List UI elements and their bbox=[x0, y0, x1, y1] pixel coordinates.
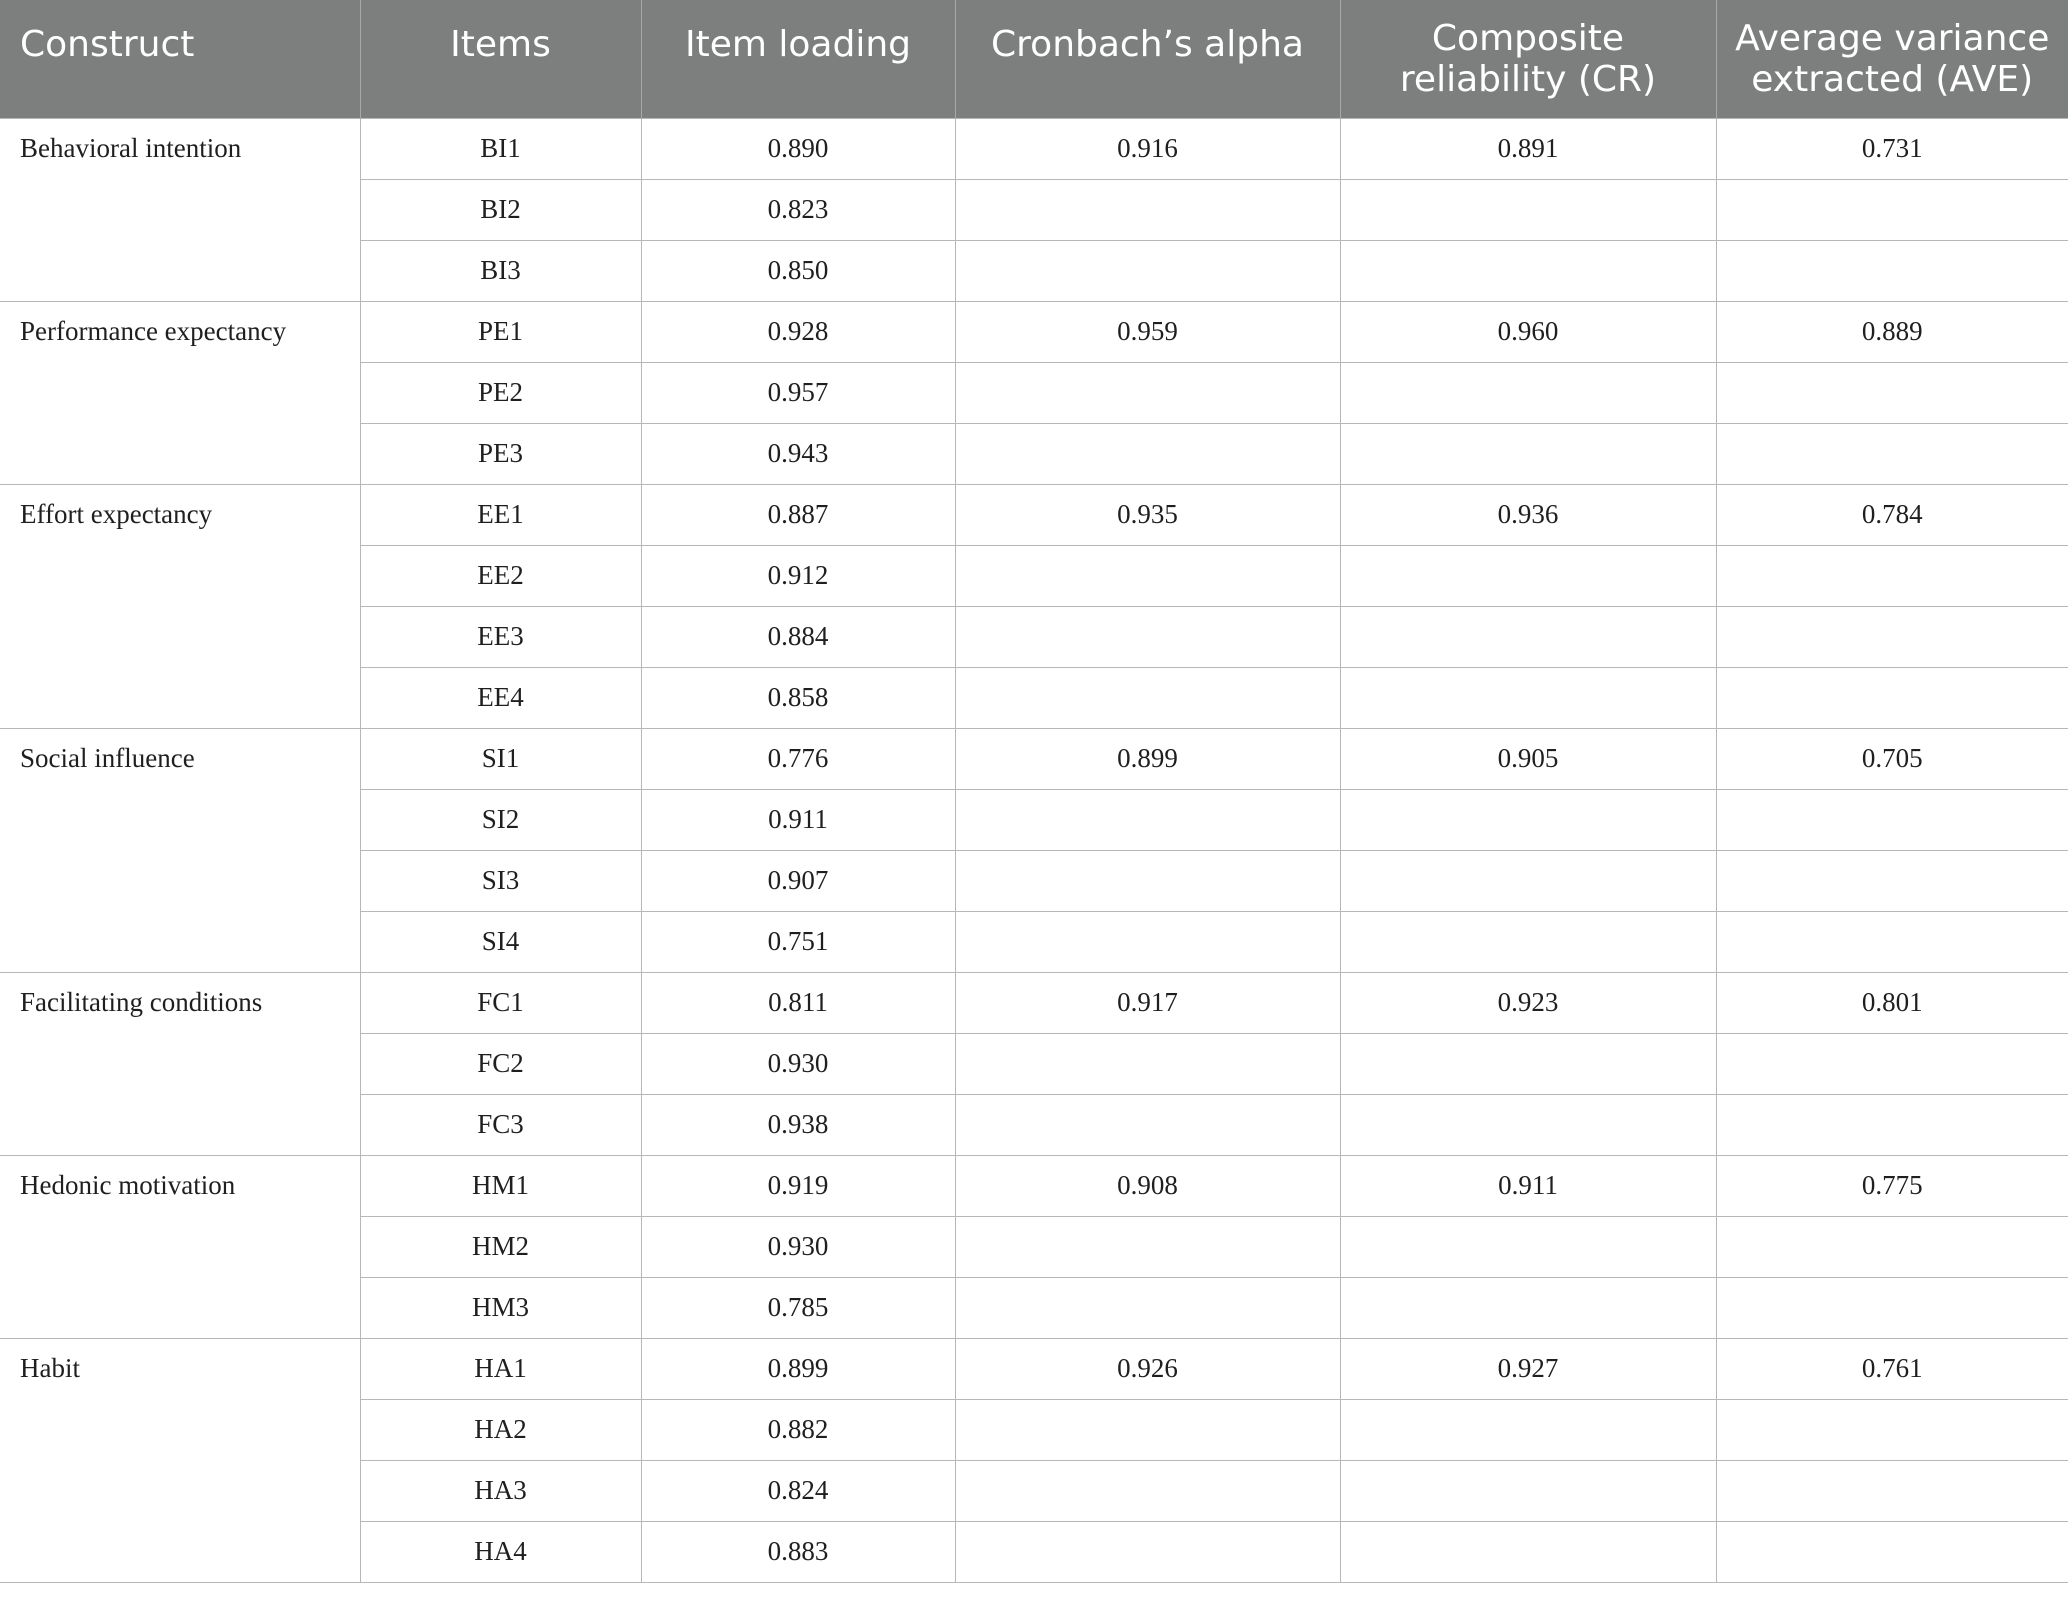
item-cell: HA4 bbox=[360, 1521, 641, 1582]
cronbach-alpha-cell: 0.935 bbox=[955, 484, 1340, 545]
composite-reliability-cell bbox=[1340, 1460, 1716, 1521]
ave-cell bbox=[1716, 1399, 2068, 1460]
item-cell: BI3 bbox=[360, 240, 641, 301]
cronbach-alpha-cell bbox=[955, 362, 1340, 423]
item-cell: HA2 bbox=[360, 1399, 641, 1460]
item-cell: FC3 bbox=[360, 1094, 641, 1155]
composite-reliability-cell bbox=[1340, 606, 1716, 667]
construct-cell: Behavioral intention bbox=[0, 118, 360, 301]
construct-cell: Performance expectancy bbox=[0, 301, 360, 484]
item-cell: PE3 bbox=[360, 423, 641, 484]
composite-reliability-cell: 0.927 bbox=[1340, 1338, 1716, 1399]
ave-cell: 0.784 bbox=[1716, 484, 2068, 545]
cronbach-alpha-cell bbox=[955, 606, 1340, 667]
cronbach-alpha-cell bbox=[955, 789, 1340, 850]
item-loading-cell: 0.930 bbox=[641, 1033, 955, 1094]
composite-reliability-cell bbox=[1340, 179, 1716, 240]
table-row bbox=[0, 301, 2068, 362]
cronbach-alpha-cell: 0.899 bbox=[955, 728, 1340, 789]
item-cell: PE2 bbox=[360, 362, 641, 423]
item-loading-cell: 0.883 bbox=[641, 1521, 955, 1582]
cronbach-alpha-cell bbox=[955, 1521, 1340, 1582]
item-cell: EE2 bbox=[360, 545, 641, 606]
item-cell: HA1 bbox=[360, 1338, 641, 1399]
ave-cell bbox=[1716, 362, 2068, 423]
composite-reliability-cell bbox=[1340, 1216, 1716, 1277]
cronbach-alpha-cell bbox=[955, 1399, 1340, 1460]
ave-cell bbox=[1716, 911, 2068, 972]
header-construct: Construct bbox=[0, 0, 360, 118]
composite-reliability-cell: 0.911 bbox=[1340, 1155, 1716, 1216]
ave-cell bbox=[1716, 789, 2068, 850]
item-cell: BI1 bbox=[360, 118, 641, 179]
item-loading-cell: 0.911 bbox=[641, 789, 955, 850]
item-loading-cell: 0.912 bbox=[641, 545, 955, 606]
item-loading-cell: 0.943 bbox=[641, 423, 955, 484]
item-loading-cell: 0.930 bbox=[641, 1216, 955, 1277]
composite-reliability-cell bbox=[1340, 362, 1716, 423]
table-row bbox=[0, 972, 2068, 1033]
composite-reliability-cell: 0.923 bbox=[1340, 972, 1716, 1033]
composite-reliability-cell bbox=[1340, 789, 1716, 850]
item-cell: HM1 bbox=[360, 1155, 641, 1216]
ave-cell bbox=[1716, 850, 2068, 911]
item-loading-cell: 0.928 bbox=[641, 301, 955, 362]
construct-cell: Social influence bbox=[0, 728, 360, 972]
ave-cell bbox=[1716, 1216, 2068, 1277]
item-cell: HM2 bbox=[360, 1216, 641, 1277]
item-loading-cell: 0.850 bbox=[641, 240, 955, 301]
cronbach-alpha-cell bbox=[955, 240, 1340, 301]
composite-reliability-cell: 0.936 bbox=[1340, 484, 1716, 545]
cronbach-alpha-cell bbox=[955, 1094, 1340, 1155]
item-loading-cell: 0.776 bbox=[641, 728, 955, 789]
composite-reliability-cell: 0.960 bbox=[1340, 301, 1716, 362]
composite-reliability-cell bbox=[1340, 850, 1716, 911]
table-row bbox=[0, 484, 2068, 545]
composite-reliability-cell bbox=[1340, 1521, 1716, 1582]
construct-cell: Habit bbox=[0, 1338, 360, 1582]
cronbach-alpha-cell bbox=[955, 179, 1340, 240]
item-cell: SI1 bbox=[360, 728, 641, 789]
item-loading-cell: 0.823 bbox=[641, 179, 955, 240]
ave-cell: 0.775 bbox=[1716, 1155, 2068, 1216]
ave-cell bbox=[1716, 606, 2068, 667]
cronbach-alpha-cell: 0.926 bbox=[955, 1338, 1340, 1399]
cronbach-alpha-cell bbox=[955, 1033, 1340, 1094]
item-cell: EE1 bbox=[360, 484, 641, 545]
cronbach-alpha-cell: 0.917 bbox=[955, 972, 1340, 1033]
ave-cell bbox=[1716, 1277, 2068, 1338]
composite-reliability-cell: 0.905 bbox=[1340, 728, 1716, 789]
table-body bbox=[0, 118, 2068, 1582]
table-row bbox=[0, 1155, 2068, 1216]
construct-cell: Hedonic motivation bbox=[0, 1155, 360, 1338]
item-cell: SI2 bbox=[360, 789, 641, 850]
item-loading-cell: 0.884 bbox=[641, 606, 955, 667]
item-cell: HA3 bbox=[360, 1460, 641, 1521]
item-cell: PE1 bbox=[360, 301, 641, 362]
header-composite-reliability: Composite reliability (CR) bbox=[1340, 0, 1716, 118]
ave-cell bbox=[1716, 667, 2068, 728]
cronbach-alpha-cell bbox=[955, 667, 1340, 728]
ave-cell: 0.889 bbox=[1716, 301, 2068, 362]
header-ave: Average variance extracted (AVE) bbox=[1716, 0, 2068, 118]
ave-cell bbox=[1716, 1033, 2068, 1094]
ave-cell: 0.801 bbox=[1716, 972, 2068, 1033]
item-loading-cell: 0.919 bbox=[641, 1155, 955, 1216]
composite-reliability-cell bbox=[1340, 1033, 1716, 1094]
item-loading-cell: 0.751 bbox=[641, 911, 955, 972]
item-cell: HM3 bbox=[360, 1277, 641, 1338]
item-cell: FC1 bbox=[360, 972, 641, 1033]
table-header bbox=[0, 0, 2068, 118]
item-loading-cell: 0.907 bbox=[641, 850, 955, 911]
ave-cell: 0.761 bbox=[1716, 1338, 2068, 1399]
header-item-loading: Item loading bbox=[641, 0, 955, 118]
construct-cell: Effort expectancy bbox=[0, 484, 360, 728]
cronbach-alpha-cell: 0.916 bbox=[955, 118, 1340, 179]
item-loading-cell: 0.890 bbox=[641, 118, 955, 179]
item-loading-cell: 0.899 bbox=[641, 1338, 955, 1399]
item-loading-cell: 0.811 bbox=[641, 972, 955, 1033]
cronbach-alpha-cell bbox=[955, 1216, 1340, 1277]
ave-cell bbox=[1716, 423, 2068, 484]
composite-reliability-cell bbox=[1340, 545, 1716, 606]
composite-reliability-cell bbox=[1340, 1399, 1716, 1460]
ave-cell bbox=[1716, 545, 2068, 606]
item-loading-cell: 0.824 bbox=[641, 1460, 955, 1521]
composite-reliability-cell bbox=[1340, 667, 1716, 728]
item-loading-cell: 0.938 bbox=[641, 1094, 955, 1155]
item-loading-cell: 0.887 bbox=[641, 484, 955, 545]
cronbach-alpha-cell bbox=[955, 1460, 1340, 1521]
item-loading-cell: 0.882 bbox=[641, 1399, 955, 1460]
cronbach-alpha-cell bbox=[955, 850, 1340, 911]
composite-reliability-cell bbox=[1340, 911, 1716, 972]
cronbach-alpha-cell: 0.908 bbox=[955, 1155, 1340, 1216]
cronbach-alpha-cell: 0.959 bbox=[955, 301, 1340, 362]
header-items: Items bbox=[360, 0, 641, 118]
table-row bbox=[0, 1338, 2068, 1399]
item-cell: BI2 bbox=[360, 179, 641, 240]
item-cell: EE4 bbox=[360, 667, 641, 728]
item-cell: SI4 bbox=[360, 911, 641, 972]
table-row bbox=[0, 118, 2068, 179]
cronbach-alpha-cell bbox=[955, 423, 1340, 484]
item-cell: EE3 bbox=[360, 606, 641, 667]
cronbach-alpha-cell bbox=[955, 545, 1340, 606]
item-loading-cell: 0.858 bbox=[641, 667, 955, 728]
cronbach-alpha-cell bbox=[955, 911, 1340, 972]
ave-cell: 0.705 bbox=[1716, 728, 2068, 789]
table-row bbox=[0, 728, 2068, 789]
header-cronbach-alpha: Cronbach’s alpha bbox=[955, 0, 1340, 118]
ave-cell bbox=[1716, 1094, 2068, 1155]
ave-cell bbox=[1716, 1460, 2068, 1521]
item-cell: FC2 bbox=[360, 1033, 641, 1094]
ave-cell bbox=[1716, 179, 2068, 240]
composite-reliability-cell bbox=[1340, 240, 1716, 301]
header-row bbox=[0, 0, 2068, 118]
cronbach-alpha-cell bbox=[955, 1277, 1340, 1338]
composite-reliability-cell bbox=[1340, 1277, 1716, 1338]
item-cell: SI3 bbox=[360, 850, 641, 911]
item-loading-cell: 0.957 bbox=[641, 362, 955, 423]
composite-reliability-cell: 0.891 bbox=[1340, 118, 1716, 179]
composite-reliability-cell bbox=[1340, 1094, 1716, 1155]
ave-cell: 0.731 bbox=[1716, 118, 2068, 179]
construct-cell: Facilitating conditions bbox=[0, 972, 360, 1155]
ave-cell bbox=[1716, 240, 2068, 301]
composite-reliability-cell bbox=[1340, 423, 1716, 484]
item-loading-cell: 0.785 bbox=[641, 1277, 955, 1338]
ave-cell bbox=[1716, 1521, 2068, 1582]
